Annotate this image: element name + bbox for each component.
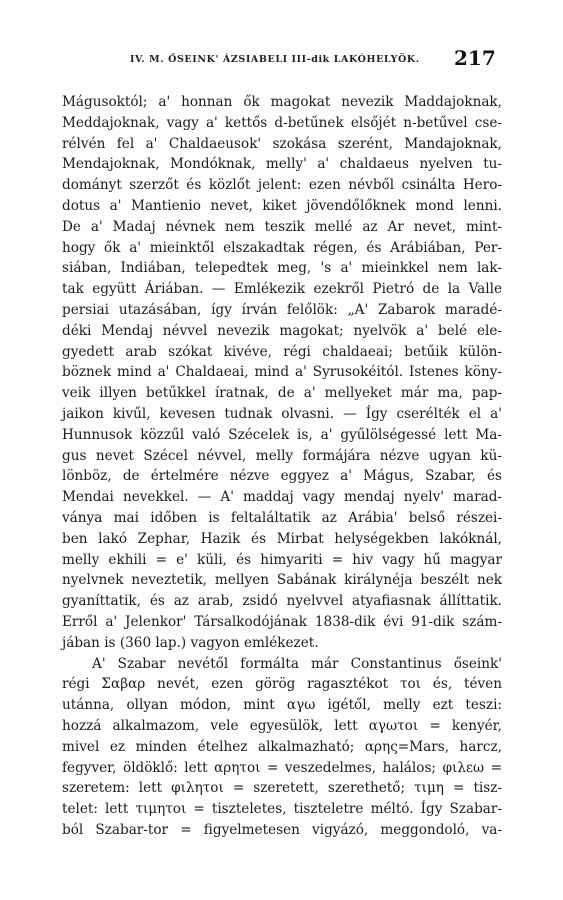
text-line: melly ekhili = e' küli, és himyariti = hiv vagy hű magyar: [62, 551, 502, 568]
text-line: régi Σαβαρ nevét, ezen görög ragasztékot τοι és, téven: [62, 676, 502, 693]
text-line: ben lakó Zephar, Hazik és Mirbat helységekben lakóknál,: [62, 530, 502, 547]
text-line: De a' Madaj névnek nem teszik mellé az Ar nevet, mint-: [62, 218, 502, 235]
text-line: telet: lett τιμητοι = tiszteletes, tiszteletre méltó. Így Szabar-: [62, 801, 502, 818]
text-line: A' Szabar nevétől formálta már Constantinus őseink': [92, 655, 502, 672]
text-line: lönböz, de értelmére nézve eggyez a' Mágus, Szabar, és: [62, 468, 502, 485]
text-line: Mendai nevekkel. — A' maddaj vagy mendaj nyelv' marad-: [62, 489, 502, 506]
text-line: gyedett arab szókat kivéve, régi chaldaeai; betűik külön-: [62, 343, 502, 360]
text-line: Hunnusok közzűl való Szécelek is, a' gyűlölségessé lett Ma-: [62, 426, 502, 443]
text-line: böznek mind a' Chaldaeai, mind a' Syrusokéitól. Istenes köny-: [62, 364, 502, 381]
text-line: gyaníttatik, és az arab, zsidó nyelvvel atyafiasnak állíttatik.: [62, 593, 502, 610]
text-line: siában, Indiában, telepedtek meg, 's a' mieinkkel nem lak-: [62, 260, 502, 277]
text-line: veik illyen betűkkel íratnak, de a' mellyeket már ma, pap-: [62, 385, 502, 402]
text-line: dományt szerzőt és közlőt jelent: ezen névből csinálta Hero-: [62, 177, 502, 194]
text-line: fegyver, öldöklő: lett αρητοι = veszedelmes, halálos; φιλεω =: [62, 759, 502, 776]
text-line: déki Mendaj névvel nevezik magokat; nyelvök a' belé ele-: [62, 322, 502, 339]
text-line: Mágusoktól; a' honnan ők magokat nevezik Maddajoknak,: [62, 94, 502, 110]
text-line: persiai utazásában, így írván felőlök: „A' Zabarok maradé-: [62, 301, 502, 318]
text-line: dotus a' Mantienio nevet, kiket jövendőlőknek mond lenni.: [62, 197, 502, 214]
text-line: jaikon kivűl, kevesen tudnak olvasni. — Így cserélték el a': [62, 405, 502, 422]
text-line: szeretem: lett φιλητοι = szeretett, szerethető; τιμη = tisz-: [62, 780, 502, 797]
text-line: Erről a' Jelenkor' Társalkodójának 1838-dik évi 91-dik szám-: [62, 613, 502, 630]
body-text: [62, 92, 502, 841]
running-head: IV. M. ŐSEINK' ÁZSIABELI III-dik LAKÓHELYÖK.: [130, 54, 420, 65]
text-line: Mendajoknak, Mondóknak, melly' a' chaldaeus nyelven tu-: [62, 156, 502, 173]
text-line: tak együtt Áriában. — Emlékezik ezekről Pietró de la Valle: [62, 281, 502, 298]
text-line: rélvén fel a' Chaldaeusok' szokása szerént, Mandajoknak,: [62, 135, 502, 152]
page-number: 217: [454, 46, 496, 70]
text-line: gus nevet Szécel névvel, melly formájára nézve ugyan kü-: [62, 447, 502, 464]
text-line: mivel ez minden ételhez alkalmazható; αρης=Mars, harcz,: [62, 738, 502, 755]
text-line: jában is (360 lap.) vagyon emlékezet.: [62, 634, 319, 651]
text-line: ványa mai időben is feltaláltatik az Arábia' belső részei-: [62, 509, 502, 526]
text-line: nyelvnek neveztetik, mellyen Sabának királynéja beszélt nek: [62, 572, 502, 589]
text-line: Meddajoknak, vagy a' kettős d-betűnek elsőjét n-betűvel cse-: [62, 114, 502, 131]
text-line: hogy ők a' mieinktől elszakadtak régen, és Arábiában, Per-: [62, 239, 502, 256]
text-line: ból Szabar-tor = figyelmetesen vigyázó, meggondoló, va-: [62, 821, 502, 838]
text-line: utánna, ollyan módon, mint αγω igétől, melly ezt teszi:: [62, 697, 502, 714]
text-line: hozzá alkalmazom, vele egyesülök, lett αγωτοι = kenyér,: [62, 717, 502, 734]
